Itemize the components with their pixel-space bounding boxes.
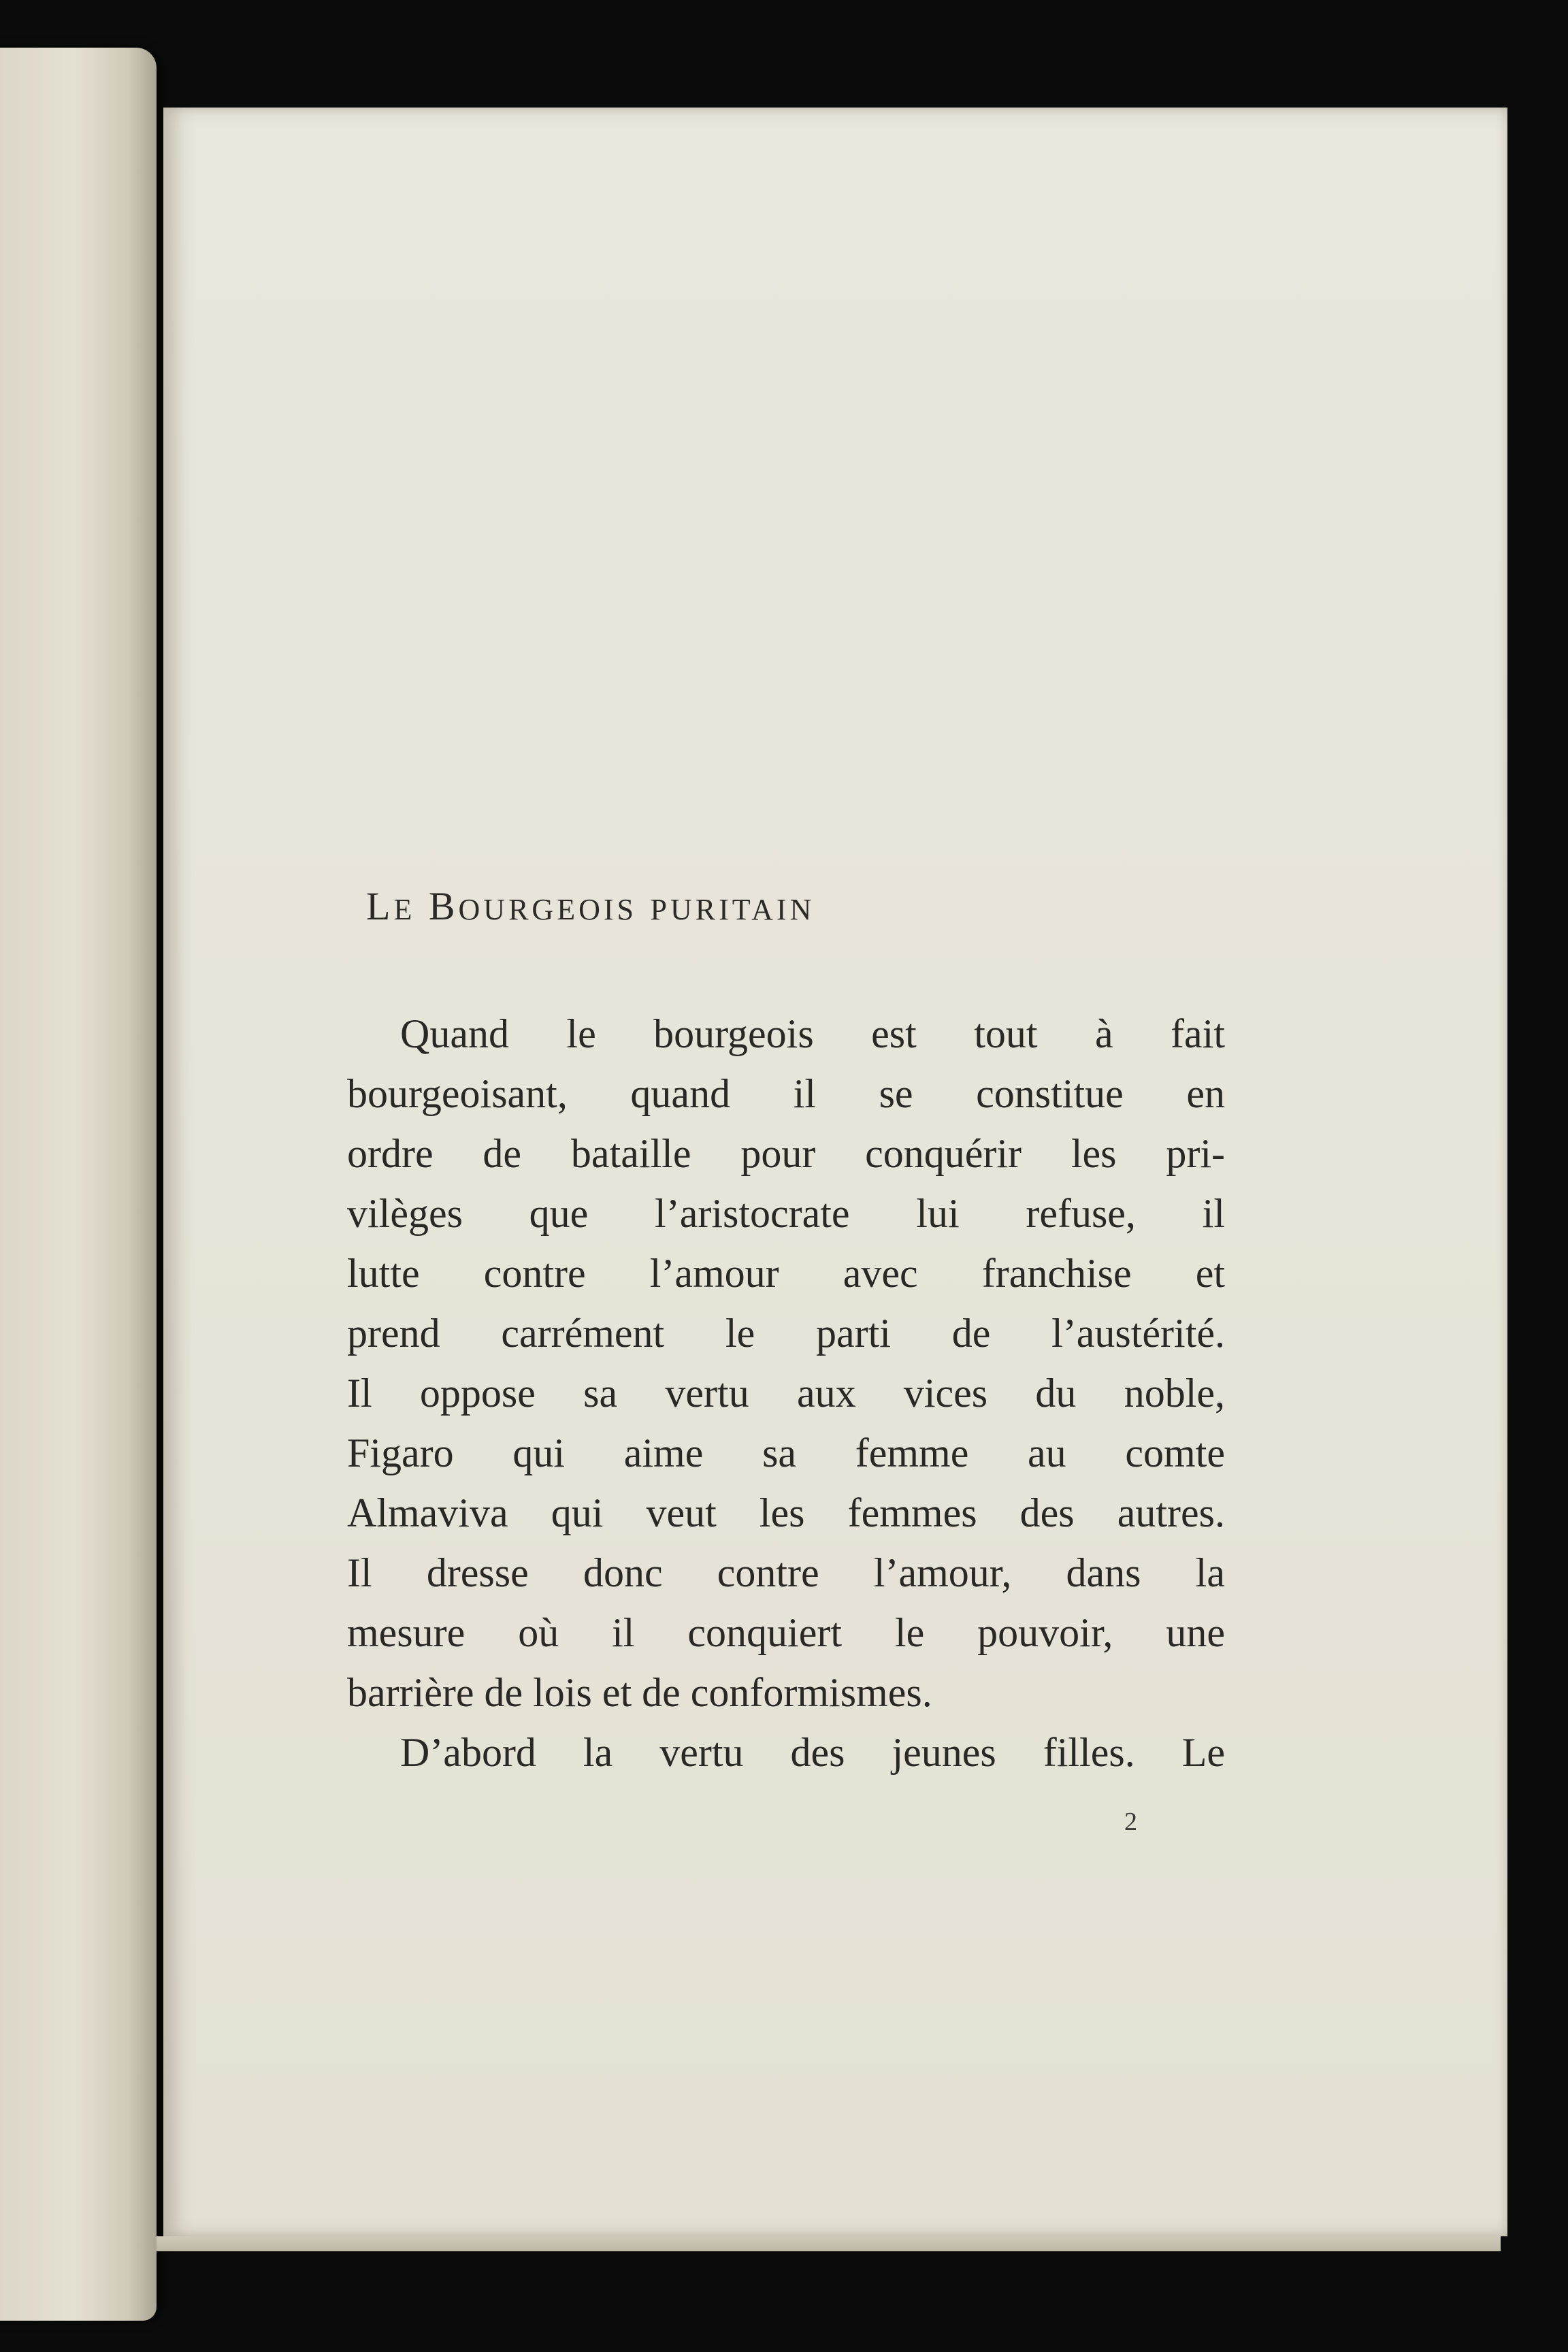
text-line: lutte contre l’amour avec franchise et	[347, 1251, 1225, 1296]
page-stack-edge	[157, 2236, 1501, 2251]
facing-page-edge	[0, 48, 157, 2321]
text-line: prend carrément le parti de l’austérité.	[347, 1311, 1225, 1356]
text-line: Il dresse donc contre l’amour, dans la	[347, 1550, 1225, 1595]
text-line: mesure où il conquiert le pouvoir, une	[347, 1610, 1225, 1655]
text-line: bourgeoisant, quand il se constitue en	[347, 1071, 1225, 1116]
text-line: Quand le bourgeois est tout à fait	[400, 1011, 1225, 1056]
text-line: D’abord la vertu des jeunes filles. Le	[400, 1730, 1225, 1775]
text-line: Il oppose sa vertu aux vices du noble,	[347, 1371, 1225, 1416]
text-line: vilèges que l’aristocrate lui refuse, il	[347, 1191, 1225, 1236]
text-line: Figaro qui aime sa femme au comte	[347, 1431, 1225, 1475]
text-line: ordre de bataille pour conquérir les pri-	[347, 1131, 1225, 1176]
text-line: barrière de lois et de conformismes.	[347, 1670, 932, 1715]
chapter-title: LE BOURGEOIS PURITAIN	[366, 884, 815, 928]
text-line: Almaviva qui veut les femmes des autres.	[347, 1490, 1225, 1535]
page-number: 2	[1124, 1808, 1137, 1836]
body-text	[347, 1004, 1225, 1782]
